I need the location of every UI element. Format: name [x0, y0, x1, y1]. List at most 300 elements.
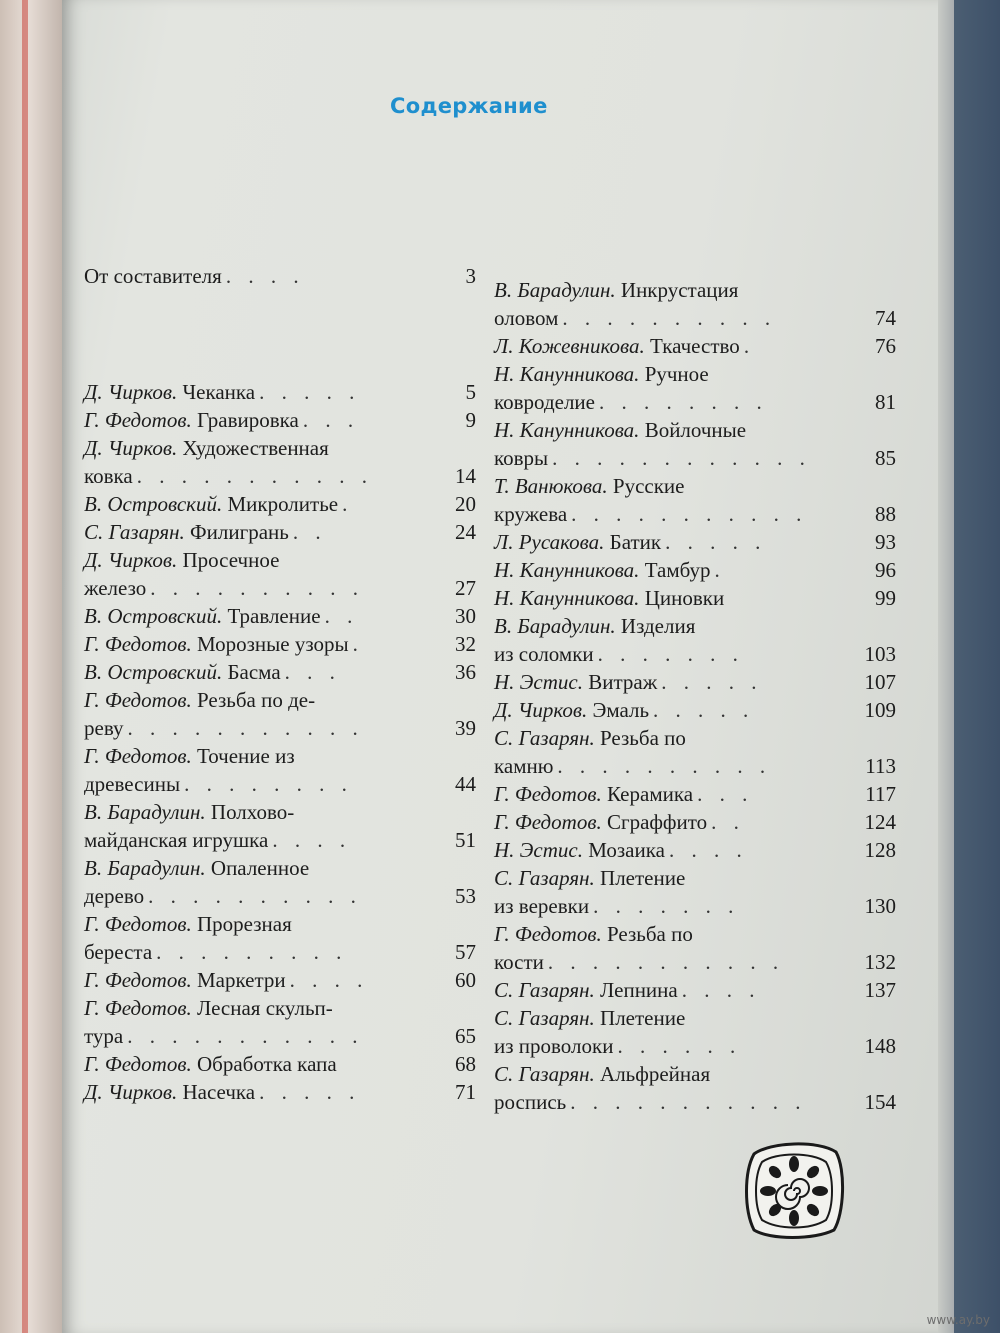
toc-entry [494, 416, 896, 472]
toc-title: Резьба по де- [196, 688, 316, 712]
toc-title: майданская игрушка [84, 828, 269, 852]
toc-title: Травление [227, 604, 321, 628]
toc-leader-dots: . . . . . . . . . [156, 940, 348, 964]
toc-leader-dots: . . . . . [665, 530, 767, 554]
toc-line-text [494, 556, 726, 584]
toc-entry [494, 724, 896, 780]
toc-title: тура [84, 1024, 124, 1048]
toc-title: Керамика [606, 782, 694, 806]
toc-line [494, 696, 896, 724]
toc-line [494, 472, 896, 500]
toc-entry [494, 920, 896, 976]
toc-line [84, 714, 476, 742]
toc-entry [84, 406, 476, 434]
toc-line [494, 668, 896, 696]
toc-author: Г. Федотов. [84, 744, 192, 768]
toc-title: Войлочные [644, 418, 747, 442]
toc-line [494, 1088, 896, 1116]
toc-line-text [494, 584, 724, 612]
toc-page-number: 109 [864, 698, 896, 722]
toc-line-text [494, 276, 738, 304]
toc-line-text [494, 304, 776, 332]
book-cover-edge [0, 0, 70, 1333]
toc-leader-dots: . . . . . . . . . . . [570, 1090, 807, 1114]
toc-title: кружева [494, 502, 568, 526]
toc-page-number: 74 [875, 306, 896, 330]
toc-leader-dots: . . . . . . . . . . [557, 754, 772, 778]
toc-line [494, 780, 896, 808]
toc-page-number: 107 [864, 670, 896, 694]
toc-line [494, 444, 896, 472]
toc-entry [84, 518, 476, 546]
toc-leader-dots: . . . . . . . [597, 642, 744, 666]
toc-leader-dots: . . . . . . . . . . . . [552, 446, 811, 470]
toc-line [84, 1022, 476, 1050]
toc-page-number: 30 [455, 604, 476, 628]
toc-line [494, 304, 896, 332]
toc-entry [494, 360, 896, 416]
toc-leader-dots: . . [711, 810, 745, 834]
toc-author: С. Газарян. [494, 1062, 595, 1086]
toc-leader-dots: . . . . [225, 264, 305, 288]
toc-leader-dots: . . . . . . . . . . [150, 576, 365, 600]
toc-title: Витраж [588, 670, 658, 694]
toc-page-number: 93 [875, 530, 896, 554]
toc-line [84, 994, 476, 1022]
toc-page-number: 130 [864, 894, 896, 918]
toc-line-text [494, 612, 695, 640]
toc-line-text [84, 1050, 337, 1078]
toc-author: Г. Федотов. [84, 968, 192, 992]
toc-title: Морозные узоры [196, 632, 349, 656]
toc-page-number: 85 [875, 446, 896, 470]
toc-title: Прорезная [196, 912, 292, 936]
toc-line [494, 416, 896, 444]
toc-line [494, 892, 896, 920]
toc-author: С. Газарян. [494, 1006, 595, 1030]
toc-entry [84, 1050, 476, 1078]
toc-line-text [84, 854, 309, 882]
toc-title: Эмаль [592, 698, 650, 722]
toc-line-text [84, 630, 364, 658]
toc-line [84, 1050, 476, 1078]
toc-author: Г. Федотов. [84, 632, 192, 656]
toc-entry [84, 742, 476, 798]
toc-entry [494, 528, 896, 556]
toc-leader-dots: . . . . . [259, 1080, 361, 1104]
toc-page-number: 44 [455, 772, 476, 796]
toc-line [494, 1060, 896, 1088]
toc-line-text [494, 780, 753, 808]
toc-line [494, 864, 896, 892]
toc-author: В. Барадулин. [84, 856, 206, 880]
toc-line-text [494, 528, 766, 556]
toc-line-text [494, 500, 807, 528]
toc-line-text [84, 994, 333, 1022]
toc-line [494, 640, 896, 668]
toc-author: С. Газарян. [494, 866, 595, 890]
toc-author: Д. Чирков. [84, 548, 178, 572]
toc-leader-dots: . . . . . [661, 670, 763, 694]
toc-title: Альфрейная [600, 1062, 711, 1086]
toc-leader-dots: . . . . . . . . . . . [136, 464, 374, 488]
toc-leader-dots: . [714, 558, 726, 582]
toc-line [494, 276, 896, 304]
toc-author: Г. Федотов. [84, 912, 192, 936]
toc-title: из соломки [494, 642, 594, 666]
toc-page-number: 24 [455, 520, 476, 544]
toc-title: железо [84, 576, 147, 600]
toc-line-text [84, 714, 364, 742]
toc-title: Опаленное [210, 856, 310, 880]
toc-line-text [84, 966, 368, 994]
toc-line [84, 602, 476, 630]
toc-line [494, 500, 896, 528]
toc-page-number: 128 [864, 838, 896, 862]
toc-line [84, 770, 476, 798]
toc-leader-dots: . . . [697, 782, 754, 806]
toc-author: Н. Канунникова. [494, 418, 640, 442]
toc-page-number: 132 [864, 950, 896, 974]
toc-entry [494, 668, 896, 696]
toc-title: Маркетри [196, 968, 286, 992]
toc-page-number: 53 [455, 884, 476, 908]
toc-title: Микролитье [227, 492, 339, 516]
toc-title: Лепнина [600, 978, 678, 1002]
toc-line [84, 686, 476, 714]
toc-line-text [84, 658, 341, 686]
toc-line [84, 658, 476, 686]
toc-author: Г. Федотов. [84, 1052, 192, 1076]
toc-page-number: 113 [865, 754, 896, 778]
toc-entry [494, 612, 896, 668]
toc-page-number: 76 [875, 334, 896, 358]
toc-title: береста [84, 940, 153, 964]
toc-line [494, 332, 896, 360]
toc-line [494, 388, 896, 416]
toc-line-text [84, 518, 327, 546]
toc-entry [494, 1004, 896, 1060]
toc-author: Д. Чирков. [84, 436, 178, 460]
toc-leader-dots: . . . . . . . . . . . [127, 1024, 364, 1048]
toc-line-text [494, 444, 811, 472]
toc-title: Батик [609, 530, 662, 554]
toc-author: Л. Кожевникова. [494, 334, 645, 358]
toc-leader-dots: . [352, 632, 364, 656]
toc-leader-dots: . . . . . [259, 380, 361, 404]
toc-entry [494, 1060, 896, 1116]
toc-title: Ручное [644, 362, 709, 386]
toc-page-number: 32 [455, 632, 476, 656]
toc-page-number: 124 [864, 810, 896, 834]
toc-title: Филигрань [190, 520, 289, 544]
toc-page-number: 14 [455, 464, 476, 488]
toc-entry [84, 1078, 476, 1106]
toc-line-text [494, 892, 739, 920]
toc-title: реву [84, 716, 124, 740]
toc-page-number: 65 [455, 1024, 476, 1048]
toc-page-number: 103 [864, 642, 896, 666]
toc-author: Н. Эстис. [494, 838, 583, 862]
toc-line [84, 546, 476, 574]
toc-title: камню [494, 754, 554, 778]
toc-leader-dots: . . . . . . . [593, 894, 740, 918]
toc-line [84, 518, 476, 546]
toc-line-text [84, 742, 295, 770]
toc-leader-dots: . [342, 492, 354, 516]
toc-page-number: 99 [875, 586, 896, 610]
toc-entry [494, 472, 896, 528]
toc-line-text [494, 920, 693, 948]
toc-line-text [84, 546, 279, 574]
toc-line [84, 882, 476, 910]
toc-line-text [494, 836, 748, 864]
toc-title: Насечка [182, 1080, 256, 1104]
toc-page-number: 137 [864, 978, 896, 1002]
toc-page-number: 39 [455, 716, 476, 740]
toc-line [494, 948, 896, 976]
toc-line-text [84, 826, 351, 854]
toc-page-number: 68 [455, 1052, 476, 1076]
toc-title: Инкрустация [620, 278, 739, 302]
toc-author: В. Барадулин. [84, 800, 206, 824]
watermark: www.ay.by [926, 1313, 990, 1327]
toc-line-text [84, 574, 364, 602]
toc-line [84, 630, 476, 658]
toc-title: Изделия [620, 614, 696, 638]
toc-page-number: 51 [455, 828, 476, 852]
toc-author: С. Газарян. [494, 726, 595, 750]
toc-line [494, 724, 896, 752]
toc-line-text [494, 864, 685, 892]
toc-leader-dots: . . . [302, 408, 360, 432]
toc-line-text [494, 388, 768, 416]
toc-line-text [84, 602, 358, 630]
toc-page-number: 88 [875, 502, 896, 526]
toc-line-text [84, 434, 329, 462]
toc-leader-dots: . . [292, 520, 327, 544]
toc-page-number: 96 [875, 558, 896, 582]
toc-author: В. Островский. [84, 604, 223, 628]
toc-entry [84, 658, 476, 686]
toc-author: Н. Канунникова. [494, 558, 640, 582]
toc-entry [494, 276, 896, 332]
toc-line [494, 920, 896, 948]
toc-title: роспись [494, 1090, 567, 1114]
toc-leader-dots: . . . . . . . . [599, 390, 768, 414]
toc-title: Плетение [600, 866, 686, 890]
toc-line [84, 434, 476, 462]
toc-author: В. Барадулин. [494, 614, 616, 638]
toc-line-text [84, 938, 347, 966]
toc-entry [84, 378, 476, 406]
toc-leader-dots: . . [324, 604, 359, 628]
toc-line [494, 1004, 896, 1032]
toc-line [84, 490, 476, 518]
toc-line [84, 574, 476, 602]
toc-author: В. Барадулин. [494, 278, 616, 302]
toc-page-number: 20 [455, 492, 476, 516]
toc-entry [84, 602, 476, 630]
toc-author: Г. Федотов. [494, 782, 602, 806]
toc-entry [494, 332, 896, 360]
toc-title: кости [494, 950, 544, 974]
toc-line [84, 854, 476, 882]
toc-page-number: 57 [455, 940, 476, 964]
toc-leader-dots: . . . . . . . . [184, 772, 353, 796]
toc-page-number: 148 [864, 1034, 896, 1058]
toc-title: Сграффито [606, 810, 708, 834]
toc-entry [84, 686, 476, 742]
toc-entry [84, 854, 476, 910]
toc-author: Д. Чирков. [84, 380, 178, 404]
toc-line-text [84, 1078, 360, 1106]
toc-line [494, 752, 896, 780]
toc-title: ковроделие [494, 390, 595, 414]
toc-page-number: 117 [865, 782, 896, 806]
toc-title: ковка [84, 464, 133, 488]
toc-line-text [494, 416, 746, 444]
toc-line [494, 360, 896, 388]
toc-author: Г. Федотов. [84, 408, 192, 432]
toc-line [84, 938, 476, 966]
toc-author: Д. Чирков. [84, 1080, 178, 1104]
toc-line [84, 262, 476, 290]
toc-page-number: 36 [455, 660, 476, 684]
toc-entry [84, 910, 476, 966]
toc-line-text [494, 332, 755, 360]
toc-title: Ткачество [649, 334, 740, 358]
toc-title: дерево [84, 884, 145, 908]
toc-entry [494, 780, 896, 808]
toc-page-number: 81 [875, 390, 896, 414]
toc-entry [494, 808, 896, 836]
toc-author: С. Газарян. [84, 520, 185, 544]
page-stack-edge [938, 0, 954, 1333]
toc-title: Резьба по [606, 922, 693, 946]
toc-author: Г. Федотов. [494, 922, 602, 946]
toc-line [494, 1032, 896, 1060]
toc-leader-dots: . . . . . . . . . . . [571, 502, 808, 526]
toc-author: Л. Русакова. [494, 530, 605, 554]
toc-line-text [84, 910, 292, 938]
toc-leader-dots: . . . . . . . . . . . [547, 950, 785, 974]
page-title: Содержание [390, 94, 548, 118]
toc-line-text [84, 462, 373, 490]
toc-line-text [494, 1004, 685, 1032]
toc-entry [84, 630, 476, 658]
toc-author: Г. Федотов. [494, 810, 602, 834]
toc-line [84, 378, 476, 406]
toc-leader-dots: . . . . . . . . . . . [127, 716, 364, 740]
toc-leader-dots: . . . . [681, 978, 761, 1002]
toc-line [84, 798, 476, 826]
toc-title: Басма [227, 660, 281, 684]
toc-entry [494, 976, 896, 1004]
toc-leader-dots: . . . . [289, 968, 369, 992]
toc-line [84, 826, 476, 854]
toc-line-text [494, 668, 763, 696]
toc-title: из веревки [494, 894, 590, 918]
toc-page-number: 71 [455, 1080, 476, 1104]
toc-entry [84, 798, 476, 854]
toc-leader-dots: . . . . . . [617, 1034, 742, 1058]
toc-title: Чеканка [182, 380, 256, 404]
toc-line [84, 462, 476, 490]
toc-title: оловом [494, 306, 559, 330]
toc-line-text [84, 686, 315, 714]
toc-line [494, 556, 896, 584]
toc-line-text [494, 360, 709, 388]
toc-line [84, 966, 476, 994]
toc-line-text [84, 406, 359, 434]
toc-leader-dots: . . . . . . . . . . [562, 306, 777, 330]
toc-author: С. Газарян. [494, 978, 595, 1002]
toc-leader-dots: . . . . [668, 838, 748, 862]
toc-line [494, 528, 896, 556]
toc-author: Н. Эстис. [494, 670, 583, 694]
toc-line-text [494, 640, 744, 668]
toc-title: Циновки [644, 586, 725, 610]
toc-page-number: 3 [465, 264, 476, 288]
toc-entry [84, 262, 476, 290]
toc-title: Мозаика [588, 838, 665, 862]
toc-entry [84, 546, 476, 602]
toc-line-text [84, 882, 362, 910]
toc-title: ковры [494, 446, 549, 470]
toc-title: Художественная [182, 436, 329, 460]
toc-title: Тамбур [644, 558, 711, 582]
toc-title: Точение из [196, 744, 295, 768]
toc-line [84, 742, 476, 770]
toc-author: В. Островский. [84, 660, 223, 684]
toc-line-text [494, 976, 760, 1004]
toc-entry [494, 556, 896, 584]
toc-line-text [494, 752, 771, 780]
toc-entry [84, 490, 476, 518]
toc-line [494, 836, 896, 864]
toc-line-text [84, 770, 353, 798]
toc-entry [84, 434, 476, 490]
toc-entry [494, 696, 896, 724]
toc-page-number: 154 [864, 1090, 896, 1114]
toc-entry [494, 836, 896, 864]
toc-line-text [494, 1088, 806, 1116]
toc-leader-dots: . . . . . [653, 698, 755, 722]
toc-page-number: 5 [465, 380, 476, 404]
toc-line-text [84, 262, 305, 290]
toc-title: Плетение [600, 1006, 686, 1030]
toc-author: Н. Канунникова. [494, 586, 640, 610]
toc-line [494, 976, 896, 1004]
toc-line [494, 808, 896, 836]
toc-leader-dots: . . . . [272, 828, 352, 852]
toc-line [84, 1078, 476, 1106]
toc-entry [494, 584, 896, 612]
toc-entry [84, 966, 476, 994]
toc-entry [84, 994, 476, 1050]
toc-title: Лесная скульп- [196, 996, 333, 1020]
toc-author: Г. Федотов. [84, 688, 192, 712]
toc-author: Д. Чирков. [494, 698, 588, 722]
toc-title: древесины [84, 772, 181, 796]
toc-line-text [494, 472, 685, 500]
toc-page-number: 60 [455, 968, 476, 992]
toc-line [84, 910, 476, 938]
spiral-ornament-icon [740, 1136, 848, 1244]
toc-entry [494, 864, 896, 920]
toc-page-number: 9 [465, 408, 476, 432]
